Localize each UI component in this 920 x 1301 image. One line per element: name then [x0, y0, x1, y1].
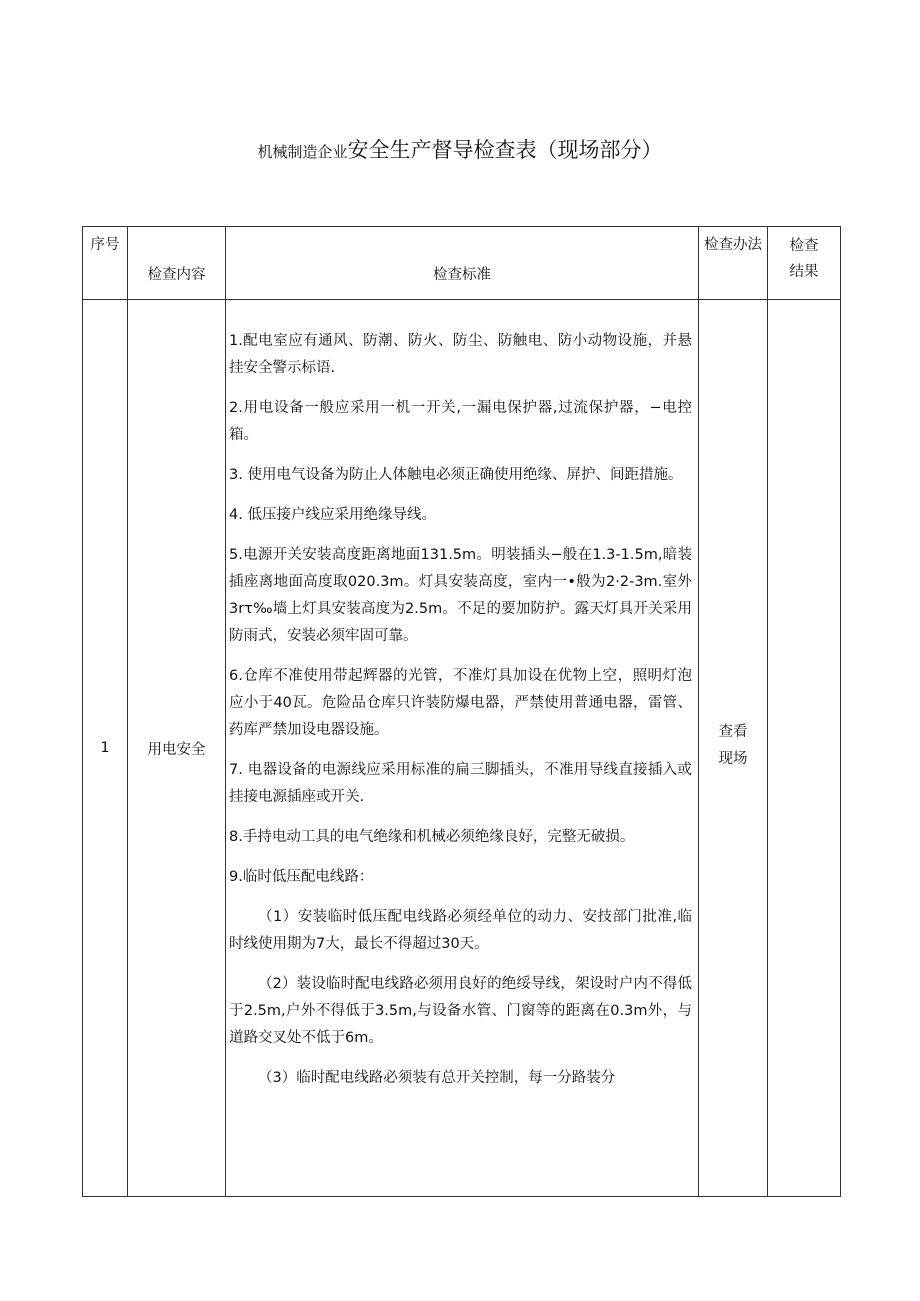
header-method: 检查办法 [699, 227, 768, 300]
row-content: 用电安全 [128, 300, 226, 1197]
row-seq: 1 [83, 300, 128, 1197]
standard-item: 2.用电设备一般应采用一机一开关,一漏电保护器,过流保护器，−电控箱。 [229, 400, 692, 443]
sub-standard-item: （3）临时配电线路必须装有总开关控制，每一分路装分 [258, 1070, 616, 1086]
sub-standard-item: （1）安装临时低压配电线路必须经单位的动力、安技部门批准,临时线使用期为7大，最长不得超过30天。 [229, 909, 692, 952]
method-line1: 查看 [718, 724, 748, 740]
header-result-line2: 结果 [789, 264, 819, 280]
title-prefix: 机械制造企业 [257, 143, 348, 161]
sub-standard-item: （2）装设临时配电线路必须用良好的绝绥导线，架设时户内不得低于2.5m,户外不得低于3.5m,与设备水管、门窗等的距离在0.3m外，与道路交叉处不低于6m。 [229, 976, 692, 1046]
title-main: 安全生产督导检查表（现场部分） [347, 138, 663, 162]
inspection-table [82, 226, 841, 1197]
page-title [0, 134, 920, 164]
standard-item: 7. 电器设备的电源线应采用标准的扁三脚插头，不准用导线直接插入或挂接电源插座或开关. [229, 762, 692, 805]
row-result [768, 300, 841, 1197]
header-result [768, 227, 841, 300]
standard-item: 9.临时低压配电线路： [229, 869, 374, 885]
header-seq: 序号 [83, 227, 128, 300]
row-standard [226, 300, 699, 1197]
standard-item: 6.仓库不准使用带起辉器的光管，不准灯具加设在优物上空，照明灯泡应小于40瓦。危险品仓库只许装防爆电器，严禁使用普通电器，雷管、药库严禁加设电器设施。 [229, 668, 692, 738]
standard-item: 3. 使用电气设备为防止人体触电必须正确使用绝缘、屏护、间距措施。 [229, 467, 683, 483]
header-content: 检查内容 [128, 227, 226, 300]
row-method [699, 300, 768, 1197]
header-result-line1: 检查 [789, 238, 819, 254]
standard-item: 4. 低压接户线应采用绝缘导线。 [229, 507, 436, 523]
standard-item: 5.电源开关安装高度距离地面131.5m。明装插头−般在1.3-1.5m,暗装插座离地面高度取020.3m。灯具安装高度，室内一•般为2·2-3m.室外3rτ‰墙上灯具安装高度为2.5m。不足的要加防护。露天灯具开关采用防雨式，安装必须牢固可靠。 [229, 547, 692, 644]
table-row [83, 300, 841, 1197]
standard-item: 1.配电室应有通风、防潮、防火、防尘、防触电、防小动物设施，并悬挂安全警示标语. [229, 333, 692, 376]
standard-item: 8.手持电动工具的电气绝缘和机械必须绝缘良好，完整无破损。 [229, 829, 635, 845]
method-line2: 现场 [718, 751, 748, 767]
header-standard: 检查标准 [226, 227, 699, 300]
table-header-row [83, 227, 841, 300]
